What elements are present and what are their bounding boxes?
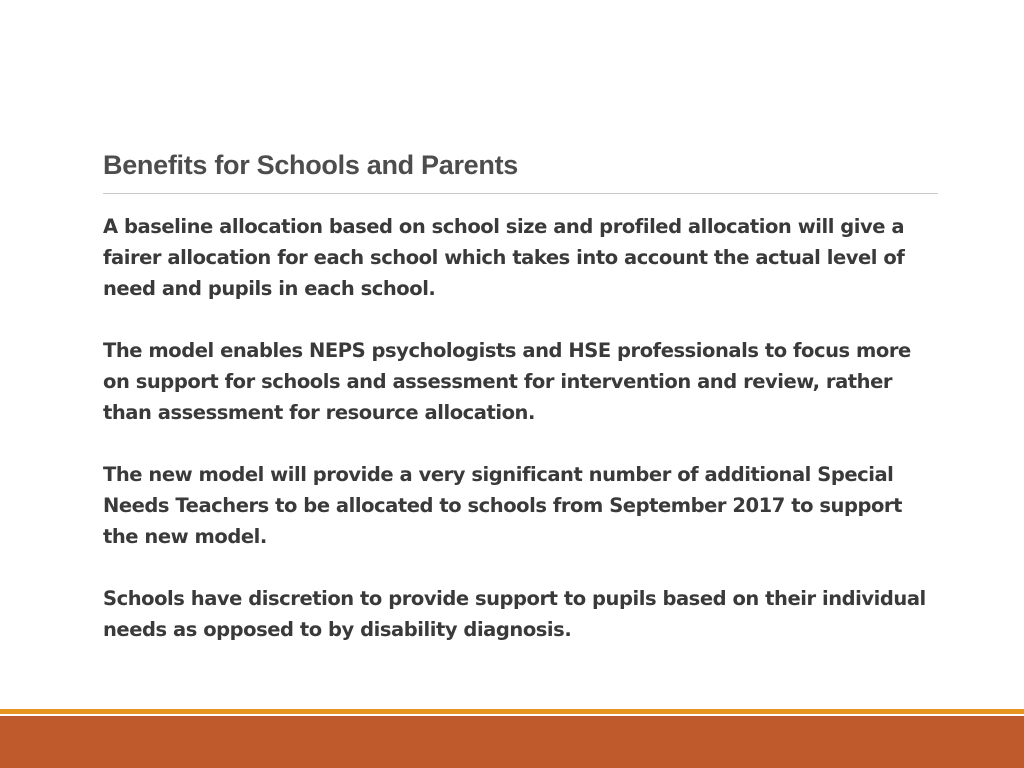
slide-title: Benefits for Schools and Parents xyxy=(103,150,518,180)
body-paragraph-baseline-allocation: A baseline allocation based on school size and profiled allocation will give a fairer allocation for each school which takes into account the actual level of need and pupils in each school. xyxy=(103,215,905,300)
footer-band xyxy=(0,716,1024,768)
body-paragraph-school-discretion: Schools have discretion to provide support to pupils based on their individual needs as opposed to by disability diagnosis. xyxy=(103,587,926,641)
slide-body xyxy=(103,211,933,676)
body-paragraph-neps-hse: The model enables NEPS psychologists and HSE professionals to focus more on support for schools and assessment for intervention and review, rather than assessment for resource allocation. xyxy=(103,339,911,424)
title-divider xyxy=(103,193,938,194)
footer-accent-line xyxy=(0,709,1024,714)
body-paragraph-special-needs-teachers: The new model will provide a very significant number of additional Special Needs Teachers to be allocated to schools from September 2017 to support the new model. xyxy=(103,463,902,548)
